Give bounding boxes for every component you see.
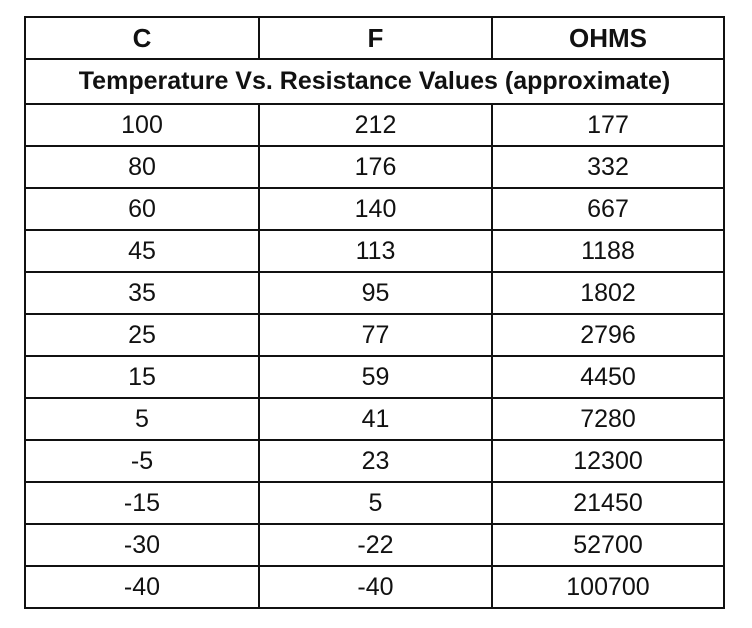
cell-celsius: -5 — [25, 440, 259, 482]
cell-celsius: 15 — [25, 356, 259, 398]
cell-celsius: 45 — [25, 230, 259, 272]
cell-celsius: 100 — [25, 104, 259, 146]
cell-ohms: 1802 — [492, 272, 724, 314]
cell-celsius: -15 — [25, 482, 259, 524]
cell-celsius: -30 — [25, 524, 259, 566]
cell-fahrenheit: 5 — [259, 482, 492, 524]
cell-celsius: 25 — [25, 314, 259, 356]
table-row — [25, 104, 724, 146]
cell-fahrenheit: 59 — [259, 356, 492, 398]
cell-ohms: 100700 — [492, 566, 724, 608]
cell-ohms: 667 — [492, 188, 724, 230]
column-header-ohms: OHMS — [492, 17, 724, 59]
cell-ohms: 332 — [492, 146, 724, 188]
cell-celsius: 80 — [25, 146, 259, 188]
cell-fahrenheit: 95 — [259, 272, 492, 314]
table-row — [25, 566, 724, 608]
cell-ohms: 177 — [492, 104, 724, 146]
column-header-fahrenheit: F — [259, 17, 492, 59]
cell-celsius: -40 — [25, 566, 259, 608]
cell-fahrenheit: 113 — [259, 230, 492, 272]
table-row — [25, 356, 724, 398]
temperature-resistance-table — [24, 16, 725, 609]
cell-fahrenheit: 77 — [259, 314, 492, 356]
subtitle-row — [25, 59, 724, 104]
table-row — [25, 314, 724, 356]
cell-fahrenheit: -22 — [259, 524, 492, 566]
cell-fahrenheit: 23 — [259, 440, 492, 482]
table-title: Temperature Vs. Resistance Values (approximate) — [25, 59, 724, 104]
table-row — [25, 440, 724, 482]
cell-ohms: 7280 — [492, 398, 724, 440]
resistance-table-container — [24, 16, 723, 609]
cell-ohms: 21450 — [492, 482, 724, 524]
cell-celsius: 60 — [25, 188, 259, 230]
table-row — [25, 230, 724, 272]
cell-fahrenheit: 212 — [259, 104, 492, 146]
cell-fahrenheit: 140 — [259, 188, 492, 230]
cell-ohms: 12300 — [492, 440, 724, 482]
table-row — [25, 188, 724, 230]
header-row — [25, 17, 724, 59]
cell-ohms: 2796 — [492, 314, 724, 356]
table-body — [25, 104, 724, 608]
cell-fahrenheit: 41 — [259, 398, 492, 440]
table-row — [25, 272, 724, 314]
table-row — [25, 146, 724, 188]
table-row — [25, 524, 724, 566]
cell-ohms: 52700 — [492, 524, 724, 566]
cell-ohms: 1188 — [492, 230, 724, 272]
table-row — [25, 398, 724, 440]
cell-ohms: 4450 — [492, 356, 724, 398]
cell-celsius: 5 — [25, 398, 259, 440]
column-header-celsius: C — [25, 17, 259, 59]
cell-celsius: 35 — [25, 272, 259, 314]
table-row — [25, 482, 724, 524]
cell-fahrenheit: -40 — [259, 566, 492, 608]
cell-fahrenheit: 176 — [259, 146, 492, 188]
